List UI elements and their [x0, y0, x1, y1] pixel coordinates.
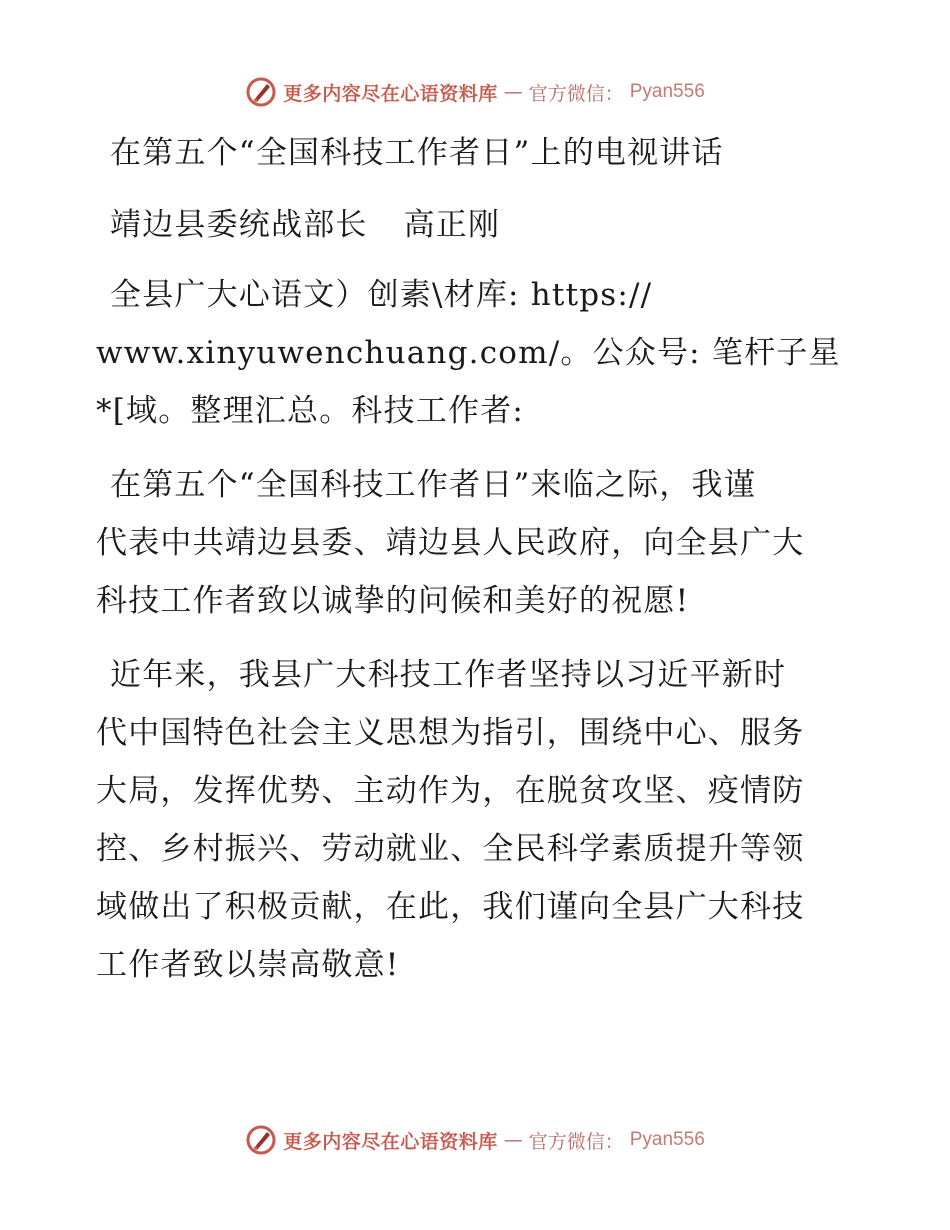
watermark-separator: —: [503, 1129, 523, 1151]
watermark-handle: Pyan556: [629, 1129, 705, 1150]
paragraph-line: 全县广大心语文）创素\材库: https://: [110, 277, 653, 313]
watermark-text: 更多内容尽在心语资料库: [283, 82, 498, 105]
paragraph-line: *[域。整理汇总。科技工作者:: [96, 393, 525, 429]
watermark-text: 更多内容尽在心语资料库: [283, 1130, 498, 1153]
paragraph-line: www.xinyuwenchuang.com/。公众号: 笔杆子星: [96, 335, 841, 371]
watermark-official-label: 官方微信：: [528, 1130, 624, 1153]
paragraph-line: 代表中共靖边县委、靖边县人民政府，向全县广大: [96, 525, 805, 561]
paragraph-line: 控、乡村振兴、劳动就业、全民科学素质提升等领: [96, 831, 805, 867]
paragraph-line: 大局，发挥优势、主动作为，在脱贫攻坚、疫情防: [96, 773, 805, 809]
paragraph-line: 工作者致以崇高敬意!: [96, 947, 400, 983]
header-watermark: [0, 72, 950, 112]
author-line: [96, 196, 856, 254]
author-name: 高正刚: [403, 207, 501, 243]
quill-pen-logo-icon: [245, 76, 277, 108]
document-body: [96, 118, 856, 994]
paragraph-line: 代中国特色社会主义思想为指引，围绕中心、服务: [96, 715, 805, 751]
watermark-official-label: 官方微信：: [528, 82, 624, 105]
greeting-paragraph: [96, 456, 856, 630]
paragraph-line: 科技工作者致以诚挚的问候和美好的祝愿!: [96, 583, 690, 619]
intro-paragraph: [96, 266, 856, 440]
achievements-paragraph: [96, 646, 856, 994]
watermark-separator: —: [503, 81, 523, 103]
footer-watermark: [0, 1120, 950, 1160]
document-title: 在第五个“全国科技工作者日”上的电视讲话: [110, 135, 724, 171]
paragraph-line: 域做出了积极贡献，在此，我们谨向全县广大科技: [96, 889, 805, 925]
paragraph-line: 在第五个“全国科技工作者日”来临之际，我谨: [110, 467, 756, 503]
author-role: 靖边县委统战部长: [110, 207, 368, 243]
quill-pen-logo-icon: [245, 1124, 277, 1156]
paragraph-line: 近年来，我县广大科技工作者坚持以习近平新时: [110, 657, 787, 693]
watermark-handle: Pyan556: [629, 81, 705, 102]
